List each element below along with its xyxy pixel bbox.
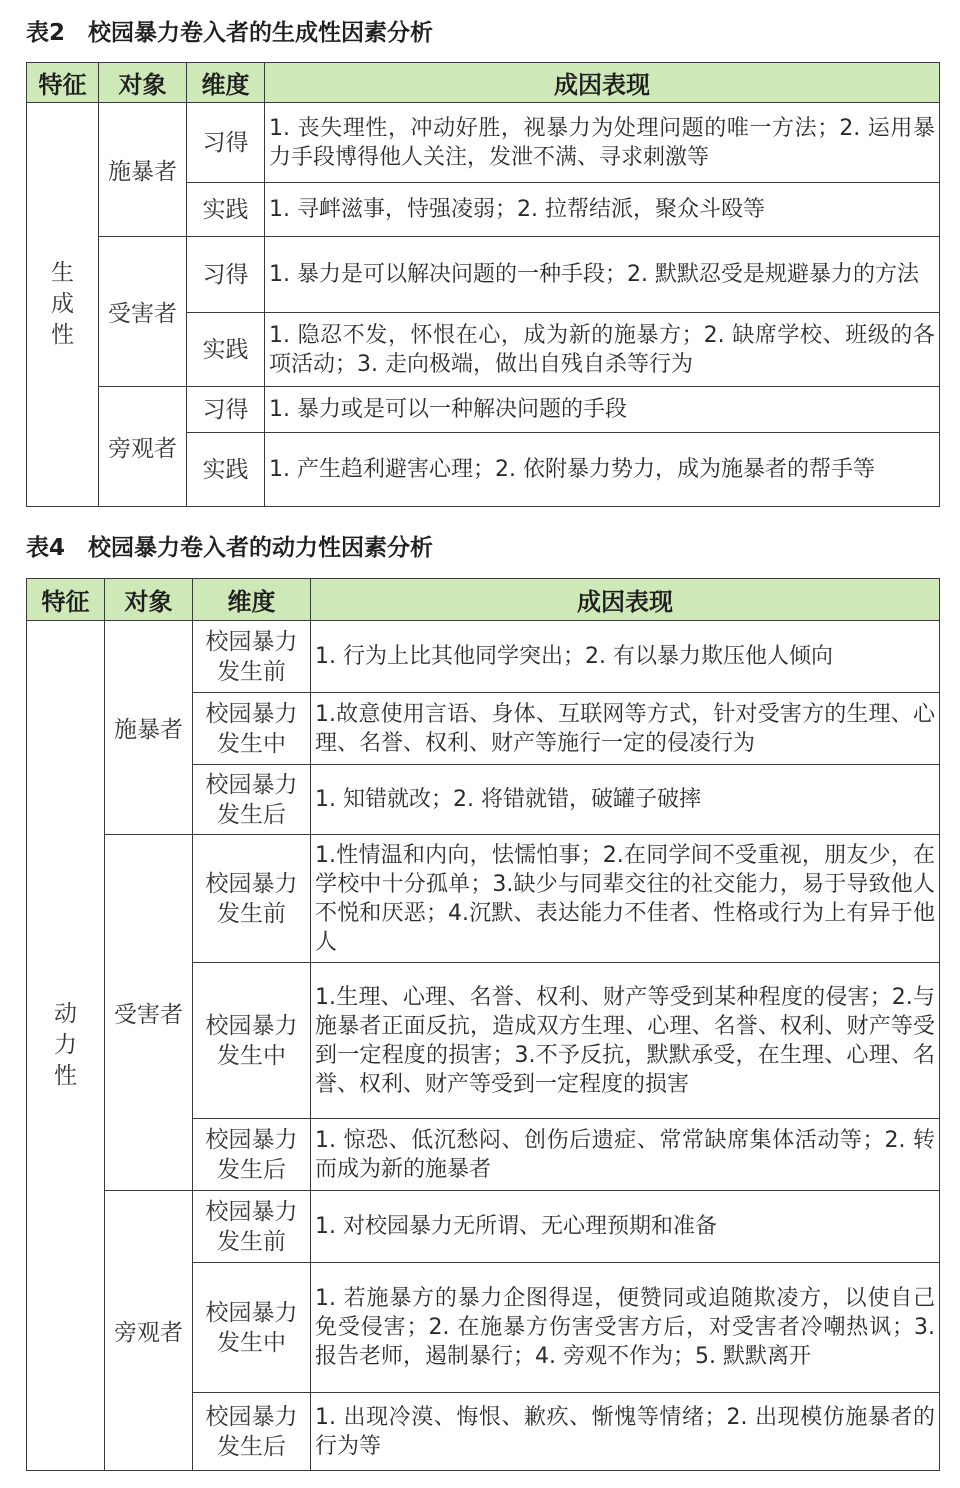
cause-cell: 1. 惊恐、低沉愁闷、创伤后遗症、常常缺席集体活动等；2. 转而成为新的施暴者 <box>311 1119 940 1191</box>
dimension-cell: 校园暴力发生前 <box>193 1191 311 1263</box>
table4-header-row <box>27 579 940 621</box>
header-object: 对象 <box>99 63 187 103</box>
table-row <box>27 237 940 313</box>
object-cell: 施暴者 <box>99 103 187 237</box>
header-feature: 特征 <box>27 579 105 621</box>
table4-caption: 表4 校园暴力卷入者的动力性因素分析 <box>26 535 434 561</box>
header-object: 对象 <box>105 579 193 621</box>
table2-header-row <box>27 63 940 103</box>
dimension-cell: 校园暴力发生中 <box>193 693 311 765</box>
header-feature: 特征 <box>27 63 99 103</box>
cause-cell: 1. 产生趋利避害心理；2. 依附暴力势力，成为施暴者的帮手等 <box>265 433 940 507</box>
cause-cell: 1. 暴力是可以解决问题的一种手段；2. 默默忍受是规避暴力的方法 <box>265 237 940 313</box>
feature-cell <box>27 621 105 1471</box>
cause-cell: 1.生理、心理、名誉、权利、财产等受到某种程度的侵害；2.与施暴者正面反抗，造成双方生理、心理、名誉、权利、财产等受到一定程度的损害；3.不予反抗，默默承受，在生理、心理、名誉、权利、财产等受到一定程度的损害 <box>311 963 940 1119</box>
cause-cell: 1. 出现冷漠、悔恨、歉疚、惭愧等情绪；2. 出现模仿施暴者的行为等 <box>311 1393 940 1471</box>
dimension-cell: 校园暴力发生中 <box>193 963 311 1119</box>
table-row <box>27 387 940 433</box>
table4 <box>26 578 940 1471</box>
dimension-cell: 校园暴力发生前 <box>193 835 311 963</box>
object-cell: 旁观者 <box>99 387 187 507</box>
dimension-cell: 实践 <box>187 313 265 387</box>
dimension-cell: 习得 <box>187 387 265 433</box>
dimension-cell: 校园暴力发生后 <box>193 1393 311 1471</box>
table-row <box>27 1191 940 1263</box>
table-row <box>27 621 940 693</box>
cause-cell: 1. 暴力或是可以一种解决问题的手段 <box>265 387 940 433</box>
feature-label: 动力性 <box>54 1001 77 1089</box>
feature-cell <box>27 103 99 507</box>
dimension-cell: 校园暴力发生前 <box>193 621 311 693</box>
dimension-cell: 校园暴力发生后 <box>193 1119 311 1191</box>
header-dimension: 维度 <box>193 579 311 621</box>
cause-cell: 1. 对校园暴力无所谓、无心理预期和准备 <box>311 1191 940 1263</box>
dimension-cell: 实践 <box>187 183 265 237</box>
cause-cell: 1. 行为上比其他同学突出；2. 有以暴力欺压他人倾向 <box>311 621 940 693</box>
dimension-cell: 实践 <box>187 433 265 507</box>
table2-caption: 表2 校园暴力卷入者的生成性因素分析 <box>26 20 434 46</box>
table-row <box>27 835 940 963</box>
dimension-cell: 习得 <box>187 103 265 183</box>
cause-cell: 1. 寻衅滋事，恃强凌弱；2. 拉帮结派，聚众斗殴等 <box>265 183 940 237</box>
cause-cell: 1. 若施暴方的暴力企图得逞，便赞同或追随欺凌方，以使自己免受侵害；2. 在施暴方伤害受害方后，对受害者冷嘲热讽；3. 报告老师，遏制暴行；4. 旁观不作为；5. 默默离开 <box>311 1263 940 1393</box>
header-cause: 成因表现 <box>265 63 940 103</box>
feature-label: 生成性 <box>51 260 74 348</box>
object-cell: 旁观者 <box>105 1191 193 1471</box>
dimension-cell: 习得 <box>187 237 265 313</box>
table2 <box>26 62 940 507</box>
cause-cell: 1. 知错就改；2. 将错就错，破罐子破摔 <box>311 765 940 835</box>
cause-cell: 1.性情温和内向，怯懦怕事；2.在同学间不受重视，朋友少，在学校中十分孤单；3.缺少与同辈交往的社交能力，易于导致他人不悦和厌恶；4.沉默、表达能力不佳者、性格或行为上有异于他人 <box>311 835 940 963</box>
dimension-cell: 校园暴力发生中 <box>193 1263 311 1393</box>
header-dimension: 维度 <box>187 63 265 103</box>
header-cause: 成因表现 <box>311 579 940 621</box>
cause-cell: 1.故意使用言语、身体、互联网等方式，针对受害方的生理、心理、名誉、权利、财产等施行一定的侵凌行为 <box>311 693 940 765</box>
object-cell: 受害者 <box>105 835 193 1191</box>
cause-cell: 1. 隐忍不发，怀恨在心，成为新的施暴方；2. 缺席学校、班级的各项活动；3. 走向极端，做出自残自杀等行为 <box>265 313 940 387</box>
cause-cell: 1. 丧失理性，冲动好胜，视暴力为处理问题的唯一方法；2. 运用暴力手段博得他人关注，发泄不满、寻求刺激等 <box>265 103 940 183</box>
dimension-cell: 校园暴力发生后 <box>193 765 311 835</box>
object-cell: 受害者 <box>99 237 187 387</box>
object-cell: 施暴者 <box>105 621 193 835</box>
table-row <box>27 103 940 183</box>
